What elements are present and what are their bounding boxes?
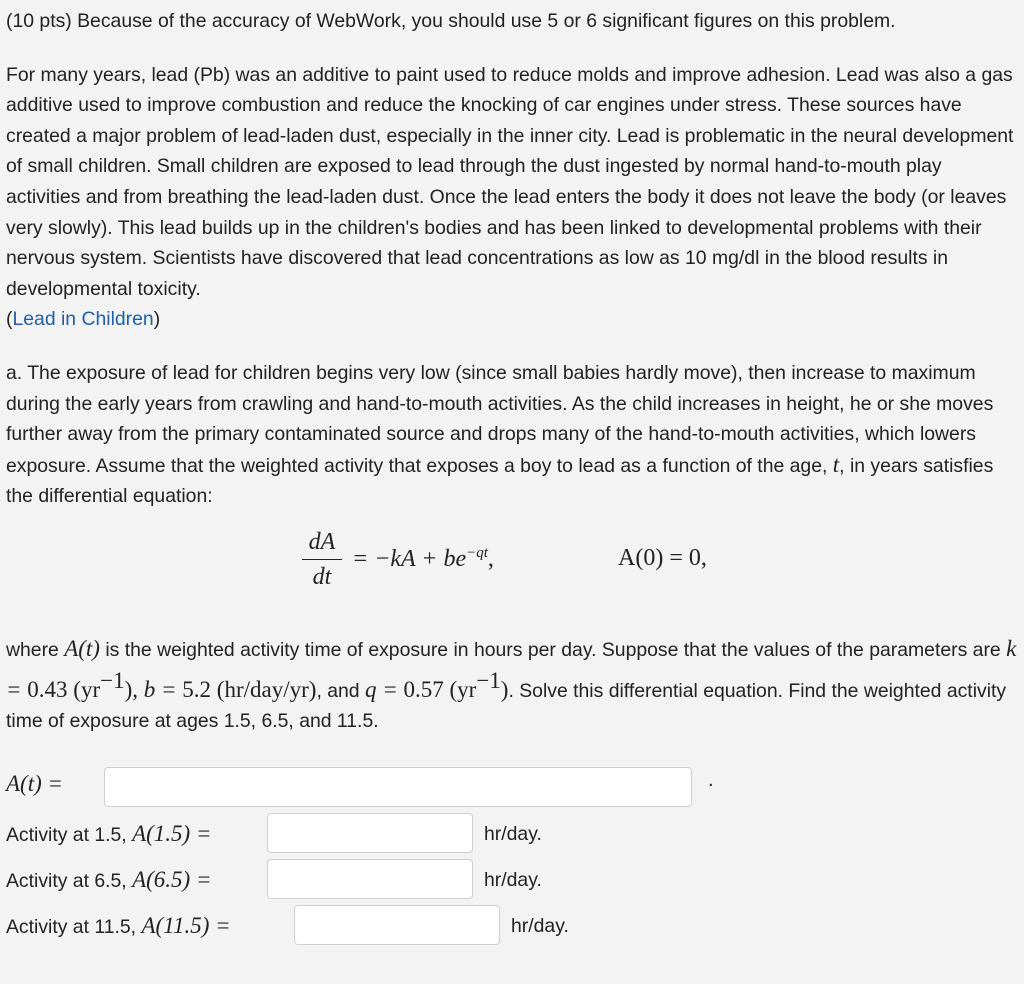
activity-6-5-text: Activity at 6.5, [6, 869, 133, 892]
variable-t: t [832, 451, 840, 477]
q-exponent: −1 [476, 667, 501, 693]
b-value: 5.2 (hr/day/yr) [182, 676, 317, 702]
params-desc: is the weighted activity time of exposure in hours per day. Suppose that the values of the parameters are [99, 638, 1007, 661]
q-close: ) [500, 676, 509, 702]
q-value: 0.57 (yr [403, 676, 477, 702]
rhs-comma: , [487, 545, 494, 572]
b-symbol: b = [138, 676, 183, 702]
k-close: ), [124, 676, 139, 702]
At-input[interactable] [104, 767, 692, 807]
activity-11-5-label [6, 913, 231, 939]
background-text: For many years, lead (Pb) was an additive to paint used to reduce molds and improve adhesion. Lead was also a gas additive used to improve combustion and reduce the knocking of car engines under stress. These sources have created a major problem of lead-laden dust, especially in the inner city. Lead is problematic in the neural development of small children. Small children are exposed to lead through the dust ingested by normal hand-to-mouth play activities and from breathing the lead-laden dust. Once the lead enters the body it does not leave the body (or leaves very slowly). This lead builds up in the children's bodies and has been linked to developmental problems with their nervous system. Scientists have discovered that lead concentrations as low as 10 mg/dl in the blood results in developmental toxicity. [6, 63, 1014, 300]
rhs-main: = −kA + be [352, 545, 467, 572]
part-a-text: a. The exposure of lead for children begins very low (since small babies hardly move), then increase to maximum during the early years from crawling and hand-to-mouth activities. As the child increases in height, he or she moves further away from the primary contaminated source and drops many of the hand-to-mouth activities, which lowers exposure. Assume that the weighted activity that exposes a boy to lead as a function of the age, [6, 361, 994, 477]
answer-section [6, 767, 1018, 951]
At-period: . [708, 768, 714, 791]
where-text: where [6, 638, 65, 661]
fraction-bar [302, 559, 342, 560]
activity-11-5-math: A(11.5) = [141, 912, 231, 938]
function-A-of-t: A(t) [64, 635, 100, 661]
k-value: 0.43 (yr [27, 676, 101, 702]
link-close-paren: ) [153, 308, 161, 331]
derivative-fraction [302, 526, 342, 593]
activity-11-5-input[interactable] [294, 905, 500, 945]
equation-rhs [352, 545, 494, 573]
k-symbol: k = [6, 635, 1017, 702]
activity-1-5-unit: hr/day. [484, 822, 542, 845]
activity-1-5-label [6, 821, 211, 847]
activity-1-5-input[interactable] [267, 813, 473, 853]
At-label: A(t) = [6, 770, 64, 796]
part-a-statement [6, 358, 1018, 512]
answer-row-At [6, 767, 1018, 813]
answer-row-6-5 [6, 859, 1018, 905]
and-text: , and [316, 679, 365, 702]
activity-11-5-unit: hr/day. [511, 914, 569, 937]
activity-11-5-text: Activity at 11.5, [6, 915, 142, 938]
problem-background [6, 60, 1018, 335]
activity-1-5-text: Activity at 1.5, [6, 823, 133, 846]
activity-6-5-math: A(6.5) = [132, 866, 212, 892]
initial-condition: A(0) = 0, [618, 544, 707, 571]
differential-equation [6, 526, 1018, 606]
params-tail: . Solve this differential equation. Find the weighted activity time of exposure at ages 1.5, 6.5, and 11.5. [6, 679, 1007, 733]
q-symbol: q = [364, 676, 404, 702]
answer-row-1-5 [6, 813, 1018, 859]
rhs-exponent: −qt [466, 544, 488, 561]
link-open-paren: ( [6, 308, 13, 331]
part-a-text-end: , in years satisfies the differential equation: [6, 454, 994, 508]
activity-6-5-unit: hr/day. [484, 868, 542, 891]
activity-6-5-input[interactable] [267, 859, 473, 899]
answer-row-11-5 [6, 905, 1018, 951]
activity-1-5-math: A(1.5) = [132, 820, 212, 846]
lead-in-children-link[interactable]: Lead in Children [12, 308, 154, 331]
problem-intro: (10 pts) Because of the accuracy of WebWork, you should use 5 or 6 significant figures on this problem. [6, 10, 896, 32]
k-exponent: −1 [100, 667, 125, 693]
activity-6-5-label [6, 867, 211, 893]
fraction-numerator: dA [308, 528, 336, 555]
parameters-statement [6, 634, 1018, 737]
fraction-denominator: dt [312, 563, 332, 590]
